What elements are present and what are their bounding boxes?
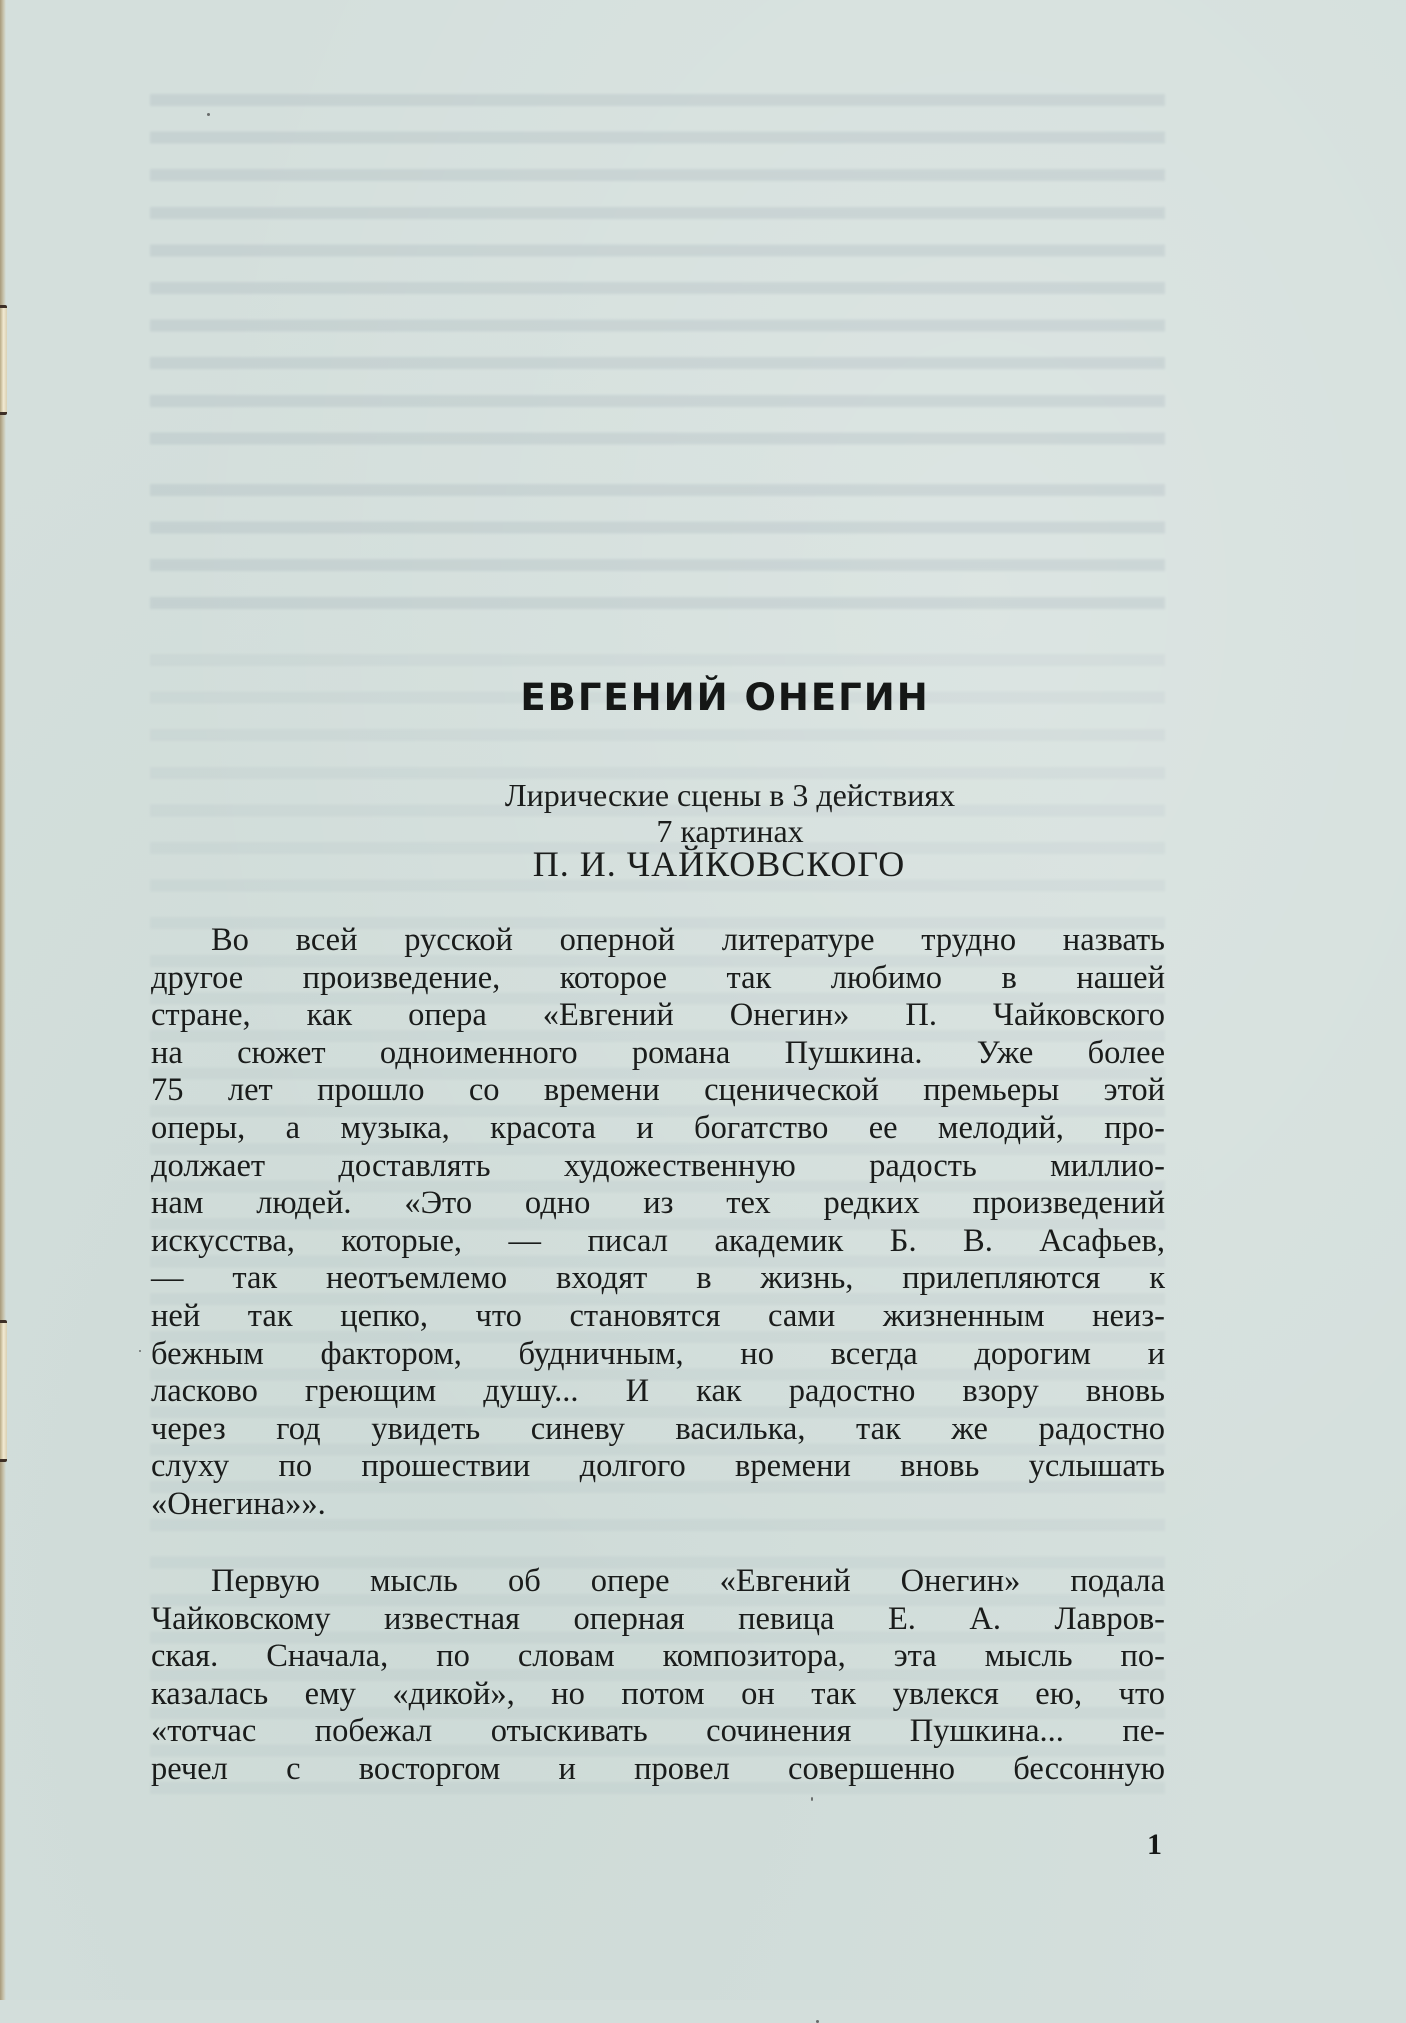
paragraph-1 <box>151 922 1165 1524</box>
text-line: «Онегина»». <box>151 1485 326 1522</box>
paragraph-2 <box>151 1563 1165 1789</box>
paper-speck <box>811 1797 813 1801</box>
text-line: другое произведение, которое так любимо в нашей <box>151 959 1165 996</box>
text-line: казалась ему «дикой», но потом он так увлекся ею, что <box>151 1675 1165 1712</box>
text-line: слуху по прошествии долгого времени вновь услышать <box>151 1448 1165 1485</box>
opera-title: ЕВГЕНИЙ ОНЕГИН <box>520 676 930 719</box>
text-line: на сюжет одноименного романа Пушкина. Уже более <box>151 1034 1165 1071</box>
text-line: Первую мысль об опере «Евгений Онегин» подала <box>211 1563 1165 1599</box>
subtitle-line-1: Лирические сцены в 3 действиях <box>504 777 956 813</box>
text-line: оперы, а музыка, красота и богатство ее мелодий, про- <box>151 1109 1165 1146</box>
composer-name: П. И. ЧАЙКОВСКОГО <box>532 844 906 884</box>
binding-edge <box>0 0 6 2000</box>
text-line: Чайковскому известная оперная певица Е. А. Лавров- <box>151 1600 1165 1637</box>
staple-bottom <box>0 1320 7 1462</box>
text-line: 75 лет прошло со времени сценической премьеры этой <box>151 1072 1165 1109</box>
paper-speck <box>139 1350 141 1352</box>
show-through-texture <box>150 80 1165 460</box>
opera-subtitle <box>0 777 1406 849</box>
text-line: искусства, которые, — писал академик Б. В. Асафьев, <box>151 1222 1165 1259</box>
text-line: нам людей. «Это одно из тех редких произведений <box>151 1185 1165 1222</box>
paper-speck <box>207 113 210 116</box>
text-line: ней так цепко, что становятся сами жизненным неиз- <box>151 1297 1165 1334</box>
staple-top <box>0 305 7 415</box>
text-line: через год увидеть синеву василька, так же радостно <box>151 1410 1165 1447</box>
text-line: Во всей русской оперной литературе трудно назвать <box>211 922 1165 958</box>
text-line: бежным фактором, будничным, но всегда дорогим и <box>151 1335 1165 1372</box>
text-line: ласково греющим душу... И как радостно взору вновь <box>151 1373 1165 1410</box>
text-line: речел с восторгом и провел совершенно бессонную <box>151 1750 1165 1787</box>
page-number: 1 <box>1147 1828 1162 1861</box>
text-line: должает доставлять художественную радость миллио- <box>151 1147 1165 1184</box>
subtitle-line-2: 7 картинах <box>656 813 804 849</box>
text-line: ская. Сначала, по словам композитора, эта мысль по- <box>151 1638 1165 1675</box>
text-line: стране, как опера «Евгений Онегин» П. Чайковского <box>151 997 1165 1034</box>
show-through-texture <box>150 470 1165 630</box>
text-line: — так неотъемлемо входят в жизнь, прилепляются к <box>151 1260 1165 1297</box>
text-line: «тотчас побежал отыскивать сочинения Пушкина... пе- <box>151 1713 1165 1750</box>
